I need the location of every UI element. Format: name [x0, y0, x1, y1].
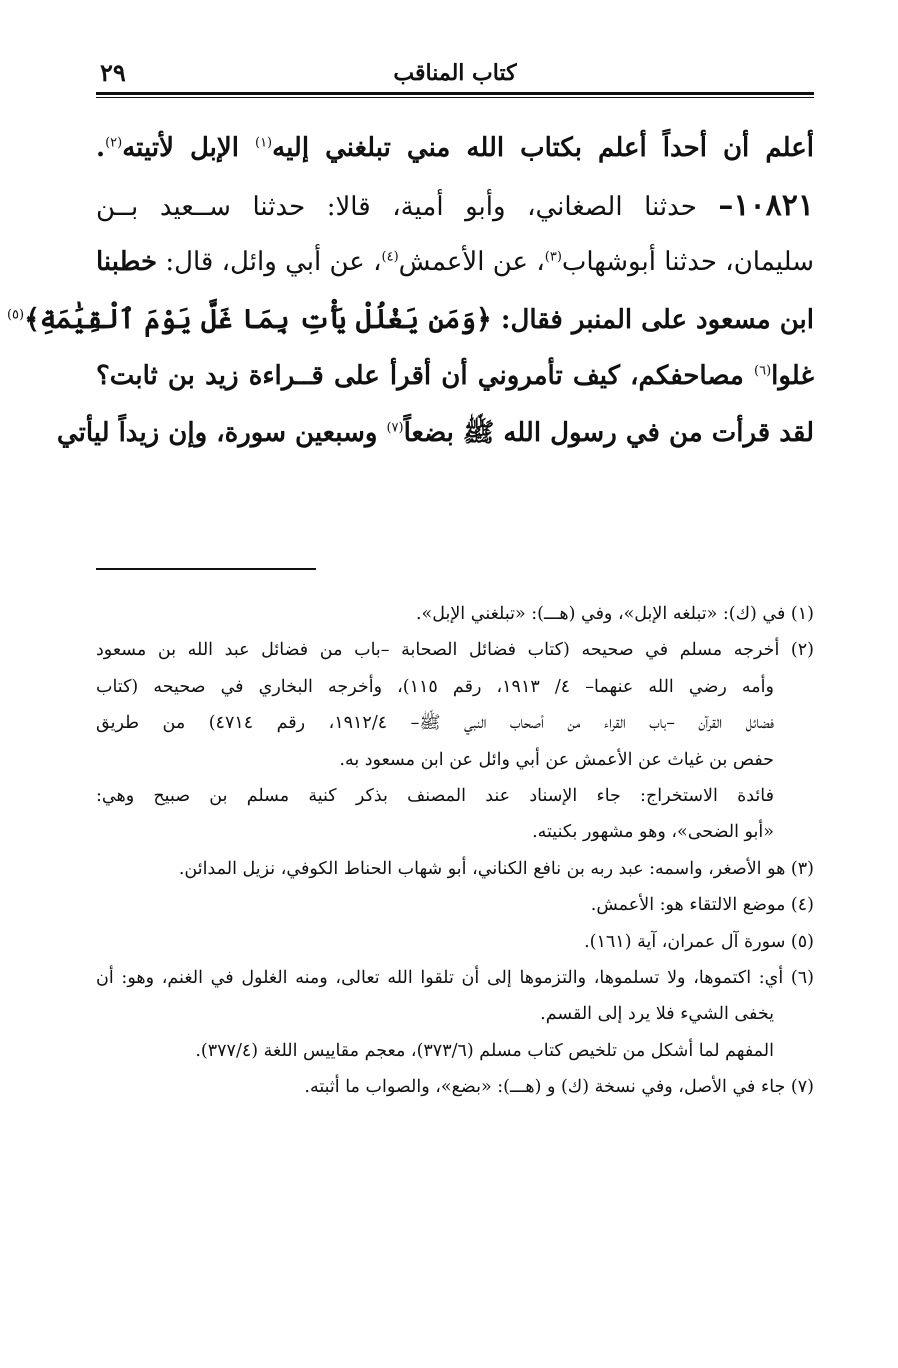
footnote-2-line-2: وأمه رضي الله عنهما– ٤/ ١٩١٣، رقم ١١٥)، وأخرجه البخاري في صحيحه (كتاب — [96, 676, 774, 697]
footnote-2-line-3: فضائل القرآن –باب القراء من أصحاب النبي ﷺ– ١٩١٢/٤، رقم ٤٧١٤) من طريق — [96, 713, 774, 734]
footnote-3: (٣) هو الأصغر، واسمه: عبد ربه بن نافع الكناني، أبو شهاب الحناط الكوفي، نزيل المدائن. — [178, 858, 814, 879]
text-segment-bold: خطبنا — [96, 247, 158, 277]
footnote-2-line-6: «أبو الضحى»، وهو مشهور بكنيته. — [532, 822, 774, 843]
footnote-1: (١) في (ك): «تبلغه الإبل»، وفي (هـــ): «تبلغني الإبل». — [415, 604, 814, 624]
text-segment: وسبعين سورة، وإن زيداً ليأتي — [56, 418, 387, 448]
footnote-ref-2: (٢) — [105, 135, 123, 151]
footnote-ref-1: (١) — [254, 135, 273, 151]
footnote-6-line-3: المفهم لما أشكل من تلخيص كتاب مسلم (٣٧٣/٦)، معجم مقاييس اللغة (٣٧٧/٤). — [195, 1040, 774, 1061]
footnote-ref-4: (٤) — [381, 249, 399, 265]
footnote-ref-3: (٣) — [544, 249, 562, 265]
text-segment: . — [96, 133, 106, 163]
text-line-5 — [96, 348, 814, 405]
footnotes — [96, 596, 814, 1105]
text-segment: الإبل لأتيته — [122, 133, 255, 163]
footnote-6-line-2: يخفى الشيء فلا يرد إلى القسم. — [540, 1004, 774, 1025]
book-page — [6, 58, 814, 1328]
hadith-number: ١٠٨٢١– — [718, 188, 814, 223]
text-line-2 — [96, 177, 814, 234]
text-segment: سليمان، حدثنا أبوشهاب — [561, 247, 814, 277]
text-segment: مصاحفكم، كيف تأمروني أن أقرأ على قــراءة زيد بن ثابت؟ — [96, 361, 754, 391]
text-segment: لقد قرأت من في رسول الله ﷺ بضعاً — [403, 418, 814, 448]
footnote-4: (٤) موضع الالتقاء هو: الأعمش. — [590, 895, 814, 916]
text-line-6 — [56, 405, 814, 462]
text-line-1 — [96, 120, 814, 177]
footnote-7: (٧) جاء في الأصل، وفي نسخة (ك) و (هـــ): «بضع»، والصواب ما أثبته. — [304, 1077, 814, 1098]
quran-verse: ﴿وَمَن يَغْلُلْ يَأْتِ بِمَا غَلَّ يَوْمَ ٱلْقِيَٰمَةِ﴾ — [24, 304, 492, 335]
text-segment: حدثنا الصغاني، وأبو أمية، قالا: حدثنا ســعيد بــن — [96, 192, 719, 222]
header-rule — [96, 92, 814, 95]
footnote-separator — [96, 568, 316, 570]
footnote-ref-5: (٥) — [6, 307, 25, 323]
main-text — [6, 120, 814, 462]
footnote-6-line-1: (٦) أي: اكتموها، ولا تسلموها، والتزموها إلى أن تلقوا الله تعالى، ومنه الغلول في الغنم، وهو: أن — [96, 967, 814, 988]
footnote-2-line-4: حفص بن غياث عن الأعمش عن أبي وائل عن ابن مسعود به. — [339, 749, 774, 770]
text-segment: غلوا — [771, 361, 814, 391]
text-line-3 — [96, 234, 814, 291]
text-segment: ابن مسعود على المنبر فقال: — [491, 305, 814, 335]
page-header — [96, 58, 814, 92]
text-segment: ، عن أبي وائل، قال: — [157, 247, 382, 277]
page-number: ٢٩ — [100, 58, 126, 87]
running-title: كتاب المناقب — [393, 60, 517, 86]
footnote-5: (٥) سورة آل عمران، آية (١٦١). — [584, 931, 814, 952]
footnote-2-line-5: فائدة الاستخراج: جاء الإسناد عند المصنف بذكر كنية مسلم بن صبيح وهي: — [96, 785, 774, 806]
text-line-4 — [6, 291, 814, 348]
text-segment: أعلم أن أحداً أعلم بكتاب الله مني تبلغني إليه — [272, 133, 814, 163]
footnote-ref-7: (٧) — [386, 420, 404, 436]
text-segment: ، عن الأعمش — [398, 247, 545, 277]
footnote-ref-6: (٦) — [754, 363, 772, 379]
header-rule-thin — [96, 97, 814, 98]
footnote-2-line-1: (٢) أخرجه مسلم في صحيحه (كتاب فضائل الصحابة –باب من فضائل عبد الله بن مسعود — [96, 640, 814, 661]
